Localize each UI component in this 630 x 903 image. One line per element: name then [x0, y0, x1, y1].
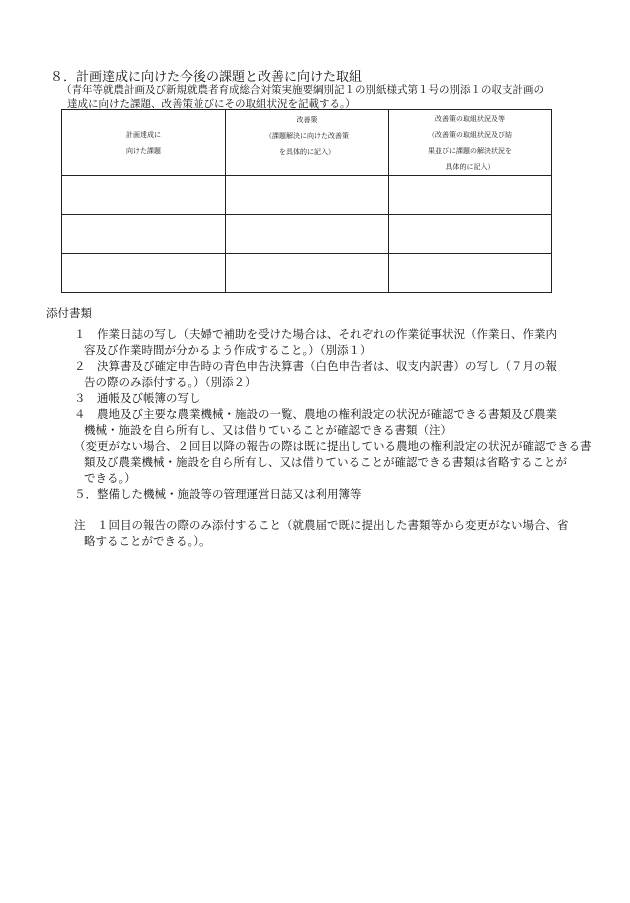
- table-cell[interactable]: [62, 254, 226, 293]
- attachment-item-3: ３ 通帳及び帳簿の写し: [74, 391, 201, 405]
- attachment-item-4-note-line-1: （変更がない場合、２回目以降の報告の際は既に提出している農地の権利設定の状況が確認できる書: [74, 439, 592, 453]
- table-header-row: [62, 110, 552, 176]
- table-row: [62, 215, 552, 254]
- table-row: [62, 176, 552, 215]
- section-8-note-line-2: 達成に向けた課題、改善策並びにその取組状況を記載する。）: [67, 98, 356, 110]
- footnote-line-1: 注 １回目の報告の際のみ添付すること（就農届で既に提出した書類等から変更がない場合、省: [74, 518, 569, 532]
- section-8-note-line-1: （青年等就農計画及び新規就農者育成総合対策実施要綱別記１の別紙様式第１号の別添１の収支計画の: [61, 84, 544, 96]
- table-row: [62, 254, 552, 293]
- section-8-title: ８．計画達成に向けた今後の課題と改善に向けた取組: [50, 70, 363, 85]
- header-improvement: 改善策 （課題解決に向けた改善策 を具体的に記入）: [226, 110, 389, 176]
- attachments-heading: 添付書類: [46, 306, 92, 320]
- table-cell[interactable]: [226, 176, 389, 215]
- table-cell[interactable]: [226, 215, 389, 254]
- footnote-line-2: 略することができる。）。: [84, 534, 211, 548]
- attachment-item-2-line-1: ２ 決算書及び確定申告時の青色申告決算書（白色申告者は、収支内訳書）の写し（７月の報: [74, 359, 557, 373]
- header-progress: 改善策の取組状況及等 （改善策の取組状況及び結 果並びに課題の解決状況を 具体的に記入）: [389, 110, 552, 176]
- plan-issues-table: [61, 109, 552, 293]
- table-cell[interactable]: [389, 215, 552, 254]
- attachment-item-4-note-line-3: できる。）: [84, 471, 136, 485]
- table-cell[interactable]: [389, 176, 552, 215]
- attachment-item-4-line-1: ４ 農地及び主要な農業機械・施設の一覧、農地の権利設定の状況が確認できる書類及び農業: [74, 407, 557, 421]
- attachment-item-1-line-2: 容及び作業時間が分かるよう作成すること。）（別添１）: [84, 343, 372, 357]
- table-cell[interactable]: [226, 254, 389, 293]
- attachment-item-2-line-2: 告の際のみ添付する。）（別添２）: [84, 375, 257, 389]
- header-issues: 計画達成に 向けた課題: [62, 110, 226, 176]
- attachment-item-4-line-2: 機械・施設を自ら所有し、又は借りていることが確認できる書類（注）: [84, 423, 452, 437]
- attachment-item-5: ５．整備した機械・施設等の管理運営日誌又は利用簿等: [74, 487, 362, 501]
- attachment-item-4-note-line-2: 類及び農業機械・施設を自ら所有し、又は借りていることが確認できる書類は省略することが: [84, 455, 567, 469]
- table-cell[interactable]: [62, 215, 226, 254]
- table-cell[interactable]: [62, 176, 226, 215]
- table-cell[interactable]: [389, 254, 552, 293]
- attachment-item-1-line-1: １ 作業日誌の写し（夫婦で補助を受けた場合は、それぞれの作業従事状況（作業日、作業内: [74, 327, 557, 341]
